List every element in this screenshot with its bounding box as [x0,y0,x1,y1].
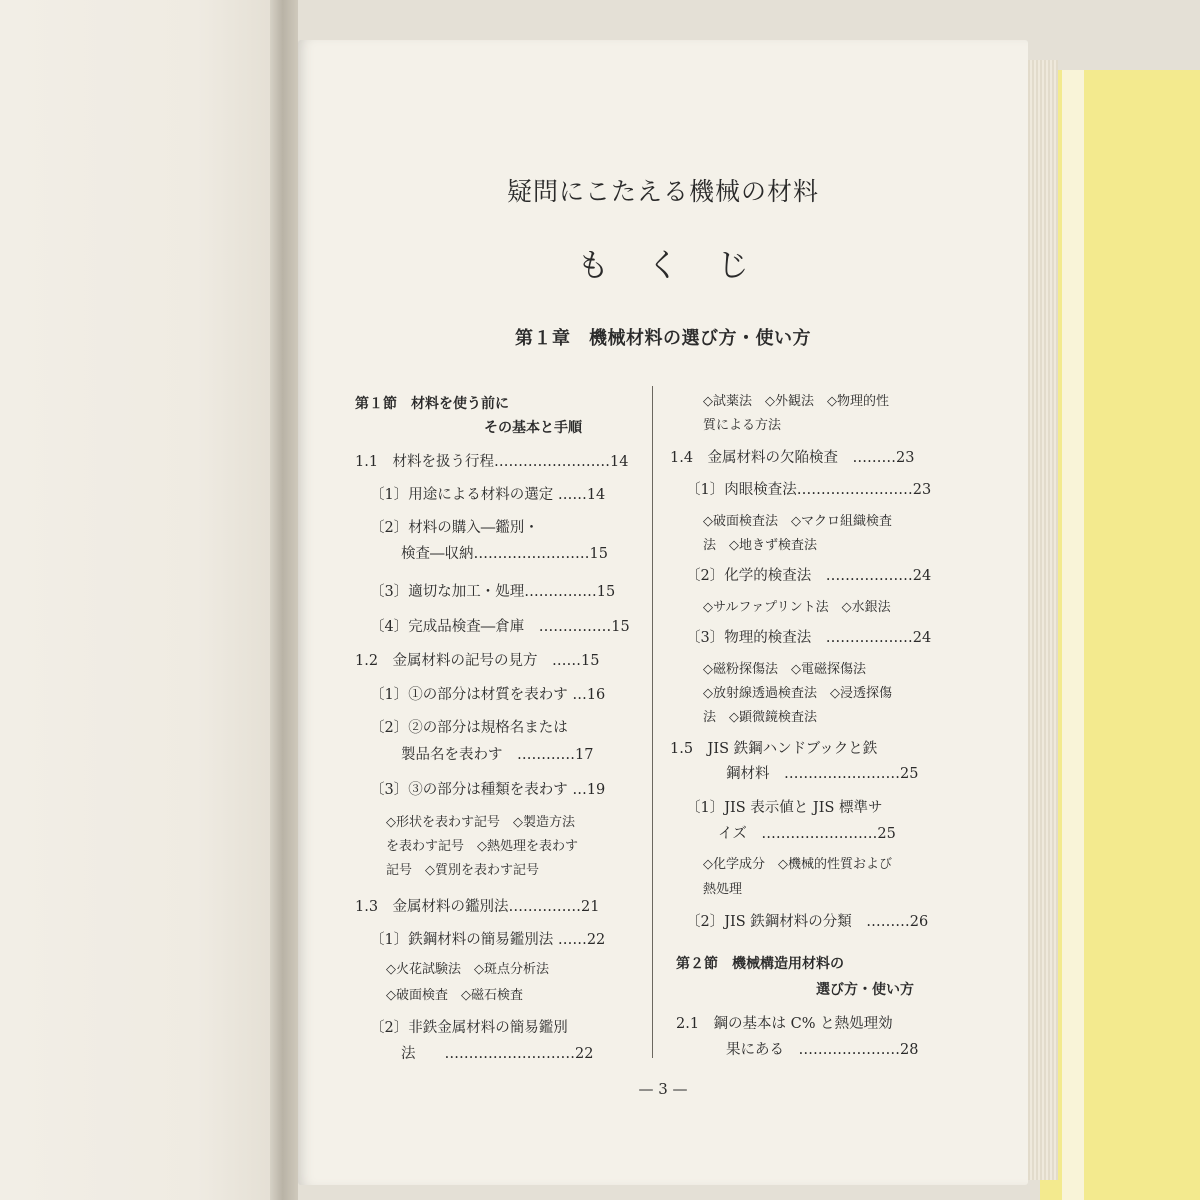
toc-entry: 〔3〕③の部分は種類を表わす …19 [370,782,606,798]
toc-entry: 〔2〕化学的検査法 ………………24 [686,568,932,584]
toc-page [298,40,1028,1185]
toc-note: ◇放射線透過検査法 ◇浸透探傷 [703,686,892,701]
toc-note: ◇化学成分 ◇機械的性質および [703,857,892,872]
toc-entry: 〔3〕適切な加工・処理……………15 [370,584,616,600]
toc-note: ◇サルファプリント法 ◇水銀法 [703,600,891,615]
toc-note: ◇破面検査法 ◇マクロ組織検査 [703,514,892,529]
toc-entry: 〔3〕物理的検査法 ………………24 [686,630,932,646]
toc-entry: 1.2 金属材料の記号の見方 ……15 [355,653,600,669]
page-number: — 3 — [638,1080,688,1098]
toc-entry: 〔4〕完成品検査―倉庫 ……………15 [370,619,630,635]
toc-entry: 〔2〕②の部分は規格名または [370,720,568,736]
toc-note: 記号 ◇質別を表わす記号 [386,863,539,878]
section-subheading: その基本と手順 [484,420,582,436]
toc-entry: 〔2〕非鉄金属材料の簡易鑑別 [370,1020,568,1036]
cover-edge [1062,70,1084,1200]
toc-entry: 〔2〕材料の購入―鑑別・ [370,520,539,536]
column-divider [652,386,653,1058]
toc-note: ◇試薬法 ◇外観法 ◇物理的性 [703,394,889,409]
section-heading: 第２節 機械構造用材料の [676,956,844,972]
toc-note: ◇形状を表わす記号 ◇製造方法 [386,815,575,830]
book-spine [270,0,298,1200]
toc-entry: 1.1 材料を扱う行程……………………14 [355,454,629,470]
chapter-heading: 第１章 機械材料の選び方・使い方 [515,328,811,349]
left-page [0,0,282,1200]
toc-note: ◇破面検査 ◇磁石検査 [386,988,523,1003]
toc-entry: 〔2〕JIS 鉄鋼材料の分類 ………26 [686,914,929,930]
section-heading: 第１節 材料を使う前に [355,396,509,412]
toc-entry: 検査―収納……………………15 [401,546,608,562]
toc-entry: 〔1〕肉眼検査法……………………23 [686,482,932,498]
toc-entry: イズ ……………………25 [718,826,896,842]
toc-heading: もくじ [576,246,787,284]
toc-note: 質による方法 [703,418,782,433]
toc-entry: 〔1〕鉄鋼材料の簡易鑑別法 ……22 [370,932,606,948]
toc-entry: 1.4 金属材料の欠陥検査 ………23 [670,450,915,466]
toc-note: 熱処理 [703,882,743,897]
toc-entry: 鋼材料 ……………………25 [726,766,919,782]
toc-entry: 果にある …………………28 [726,1042,919,1058]
toc-entry: 〔1〕用途による材料の選定 ……14 [370,487,606,503]
toc-entry: 法 ………………………22 [401,1046,594,1062]
book-title: 疑問にこたえる機械の材料 [506,177,819,206]
section-subheading: 選び方・使い方 [816,982,914,998]
toc-note: ◇磁粉探傷法 ◇電磁探傷法 [703,662,866,677]
toc-entry: 2.1 鋼の基本は C% と熱処理効 [676,1016,893,1032]
toc-entry: 1.5 JIS 鉄鋼ハンドブックと鉄 [670,741,878,757]
toc-note: 法 ◇地きず検査法 [703,538,817,553]
toc-entry: 製品名を表わす …………17 [401,747,594,763]
toc-entry: 1.3 金属材料の鑑別法……………21 [355,899,600,915]
toc-entry: 〔1〕JIS 表示値と JIS 標準サ [686,800,883,816]
toc-note: を表わす記号 ◇熱処理を表わす [386,839,578,854]
toc-note: ◇火花試験法 ◇斑点分析法 [386,962,549,977]
toc-entry: 〔1〕①の部分は材質を表わす …16 [370,687,606,703]
toc-note: 法 ◇顕微鏡検査法 [703,710,817,725]
